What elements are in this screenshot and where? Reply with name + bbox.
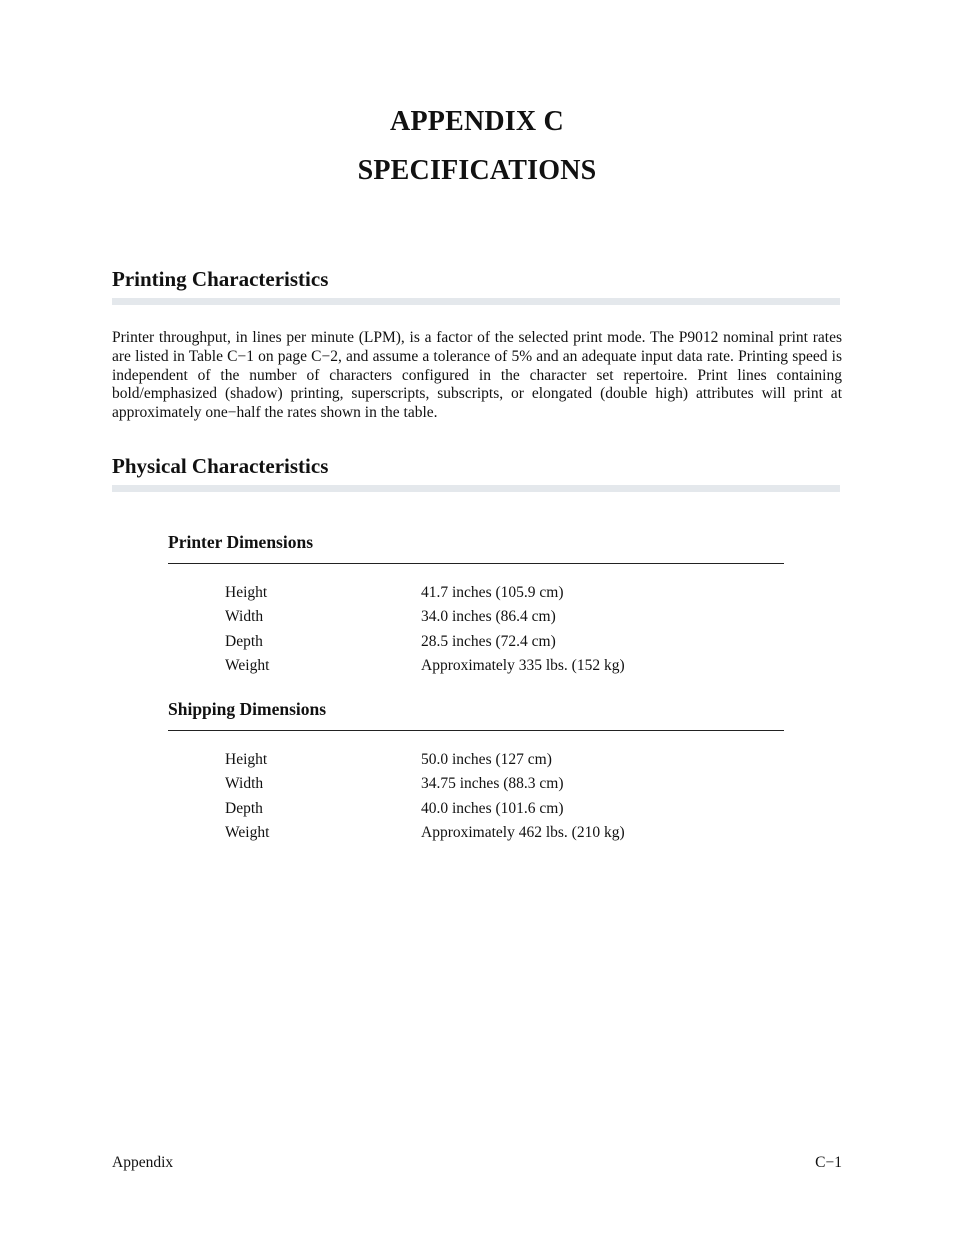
spec-label: Depth [225,799,263,817]
specifications-title: SPECIFICATIONS [357,155,597,186]
section-divider-bar [112,485,840,492]
physical-characteristics-heading: Physical Characteristics [112,454,329,478]
shipping-dimensions-table [225,751,785,849]
printing-characteristics-heading: Printing Characteristics [112,267,329,291]
shipping-dimensions-heading: Shipping Dimensions [168,699,327,719]
spec-row [225,751,785,775]
spec-label: Height [225,584,268,601]
printer-dimensions-heading: Printer Dimensions [168,532,314,552]
spec-row [225,584,785,608]
spec-row [225,775,785,799]
spec-row [225,824,785,848]
spec-value: 50.0 inches (127 cm) [421,751,552,768]
spec-row [225,608,785,632]
spec-value: 40.0 inches (101.6 cm) [421,799,564,817]
subsection-rule [168,730,784,731]
spec-value: Approximately 335 lbs. (152 kg) [421,657,625,675]
spec-value: 28.5 inches (72.4 cm) [421,632,556,650]
spec-label: Height [225,751,268,768]
spec-row [225,800,785,824]
spec-row [225,633,785,657]
printer-dimensions-table [225,584,785,682]
spec-value: Approximately 462 lbs. (210 kg) [421,824,625,842]
spec-label: Weight [225,657,270,675]
appendix-title: APPENDIX C [390,106,564,137]
spec-value: 41.7 inches (105.9 cm) [421,584,564,601]
spec-label: Depth [225,632,263,650]
spec-label: Weight [225,824,270,842]
section-divider-bar [112,298,840,305]
subsection-rule [168,563,784,564]
spec-label: Width [225,608,264,626]
spec-row [225,657,785,681]
footer-section-name: Appendix [112,1154,174,1171]
spec-label: Width [225,775,264,793]
printing-characteristics-paragraph: Printer throughput, in lines per minute (LPM), is a factor of the selected print mode. The P9012 nominal print rates are listed in Table C−1 on page C−2, and assume a tolerance of 5% and an adequate input data rate. Printing speed is independent of the number of characters configured in the character set repertoire. Print lines containing bold/emphasized (shadow) printing, superscripts, subscripts, or elongated (double high) attributes will print at approximately one−half the rates shown in the table. [112,329,842,422]
footer-page-number: C−1 [815,1154,842,1171]
spec-value: 34.0 inches (86.4 cm) [421,608,556,626]
spec-value: 34.75 inches (88.3 cm) [421,775,564,793]
